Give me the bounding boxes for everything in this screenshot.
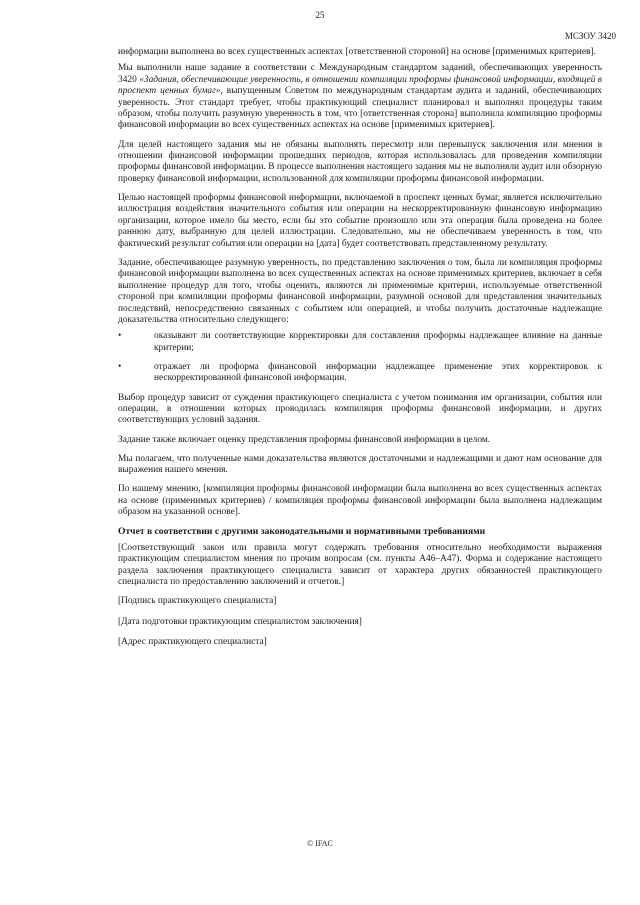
paragraph-standard-text-a: Мы выполнили наше задание в соответствии с Международным стандартом заданий, обеспечивающих уверенность 3420 (118, 63, 602, 85)
paragraph-standard-text-b: , выпущенным Советом по международным стандартам аудита и заданий, обеспечивающих уверенность. Этот стандарт требует, чтобы практикующий специалист планировал и выполнял процедуры таким образом, чтобы получить разумную уверенность в том, что [ответственная сторона] выполнила компиляцию проформы финансовой информации во всех существенных аспектах на основе [применимых критериев]. (118, 86, 602, 131)
footer-copyright: © IFAC (307, 839, 333, 848)
signature-placeholder: [Подпись практикующего специалиста] (118, 596, 277, 607)
paragraph-scope: Для целей настоящего задания мы не обязаны выполнять пересмотр или перевыпуск заключения или мнения в отношении финансовой информации прошедших периодов, которая использовалась для проведения компиляции проформы финансовой информации. В процессе выполнения настоящего задания мы не выполняли аудит или обзорную проверку финансовой информации, использованной для компиляции проформы финансовой информации. (118, 139, 602, 184)
bullet-text: оказывают ли соответствующие корректировки для составления проформы надлежащее влияние на данные критерии; (154, 331, 602, 353)
page-number: 25 (315, 10, 325, 20)
list-item (118, 362, 602, 385)
date-placeholder: [Дата подготовки практикующим специалистом заключения] (118, 616, 362, 627)
standard-title: «Задания, обеспечивающие уверенность, в отношении компиляции проформы финансовой информации, входящей в проспект ценных бумаг» (118, 74, 602, 97)
list-item (118, 331, 602, 354)
paragraph-purpose: Целью настоящей проформы финансовой информации, включаемой в проспект ценных бумаг, является исключительно иллюстрация воздействия значительного события или операции на нескорректированную финансовую информацию организации, которое имело бы место, если бы это событие произошло или эта операция была проведена на более раннюю дату, выбранную для целей иллюстрации. Следовательно, мы не обеспечиваем уверенность в том, что фактический результат события или операции на [дата] будет соответствовать представленному результату. (118, 193, 602, 249)
paragraph-evaluation: Задание также включает оценку представления проформы финансовой информации в целом. (118, 434, 491, 445)
document-body (118, 47, 602, 657)
paragraph-continuation: информации выполнена во всех существенных аспектах [ответственной стороной] на основе [применимых критериев]. (118, 47, 596, 57)
bullet-marker: • (118, 361, 122, 372)
paragraph-procedures: Задание, обеспечивающее разумную уверенность, по представлению заключения о том, была ли компиляция проформы финансовой информации выполнена во всех существенных аспектах на основе применимых критериев, включает в себя выполнение процедур для того, чтобы оценить, являются ли применимые критерии, используемые ответственной стороной при компиляции проформы финансовой информации, разумной основой для представления значительных последствий, непосредственно связанных с событием или операцией, и чтобы получить достаточные надлежащие доказательства относительно следующего: (118, 257, 602, 325)
paragraph-other-requirements: [Соответствующий закон или правила могут содержать требования относительно необходимости выражения практикующим специалистом мнения по прочим вопросам (см. пункты А46–А47). Форма и содержание настоящего раздела заключения практикующего специалиста зависит от характера других обязанностей практикующего специалиста по предоставлению заключений и отчетов.] (118, 542, 602, 588)
bullet-text: отражает ли проформа финансовой информации надлежащее применение этих корректировок к нескорректированной финансовой информации. (154, 361, 602, 384)
paragraph-standard (118, 63, 602, 131)
paragraph-judgement: Выбор процедур зависит от суждения практикующего специалиста с учетом понимания им организации, события или операции, в отношении которых проводилась компиляция проформы финансовой информации, и других соответствующих условий задания. (118, 392, 602, 426)
bullet-marker: • (118, 331, 122, 342)
paragraph-evidence: Мы полагаем, что полученные нами доказательства являются достаточными и надлежащими и дают нам основание для выражения нашего мнения. (118, 453, 602, 476)
paragraph-opinion: По нашему мнению, [компиляция проформы финансовой информации была выполнена во всех существенных аспектах на основе (применимых критериев) / компиляция проформы финансовой информации была выполнена надлежащим образом на указанной основе]. (118, 484, 602, 518)
document-code: МСЗОУ 3420 (564, 31, 616, 41)
section-heading: Отчет в соответствии с другими законодательными и нормативными требованиями (118, 526, 486, 538)
address-placeholder: [Адрес практикующего специалиста] (118, 637, 267, 648)
